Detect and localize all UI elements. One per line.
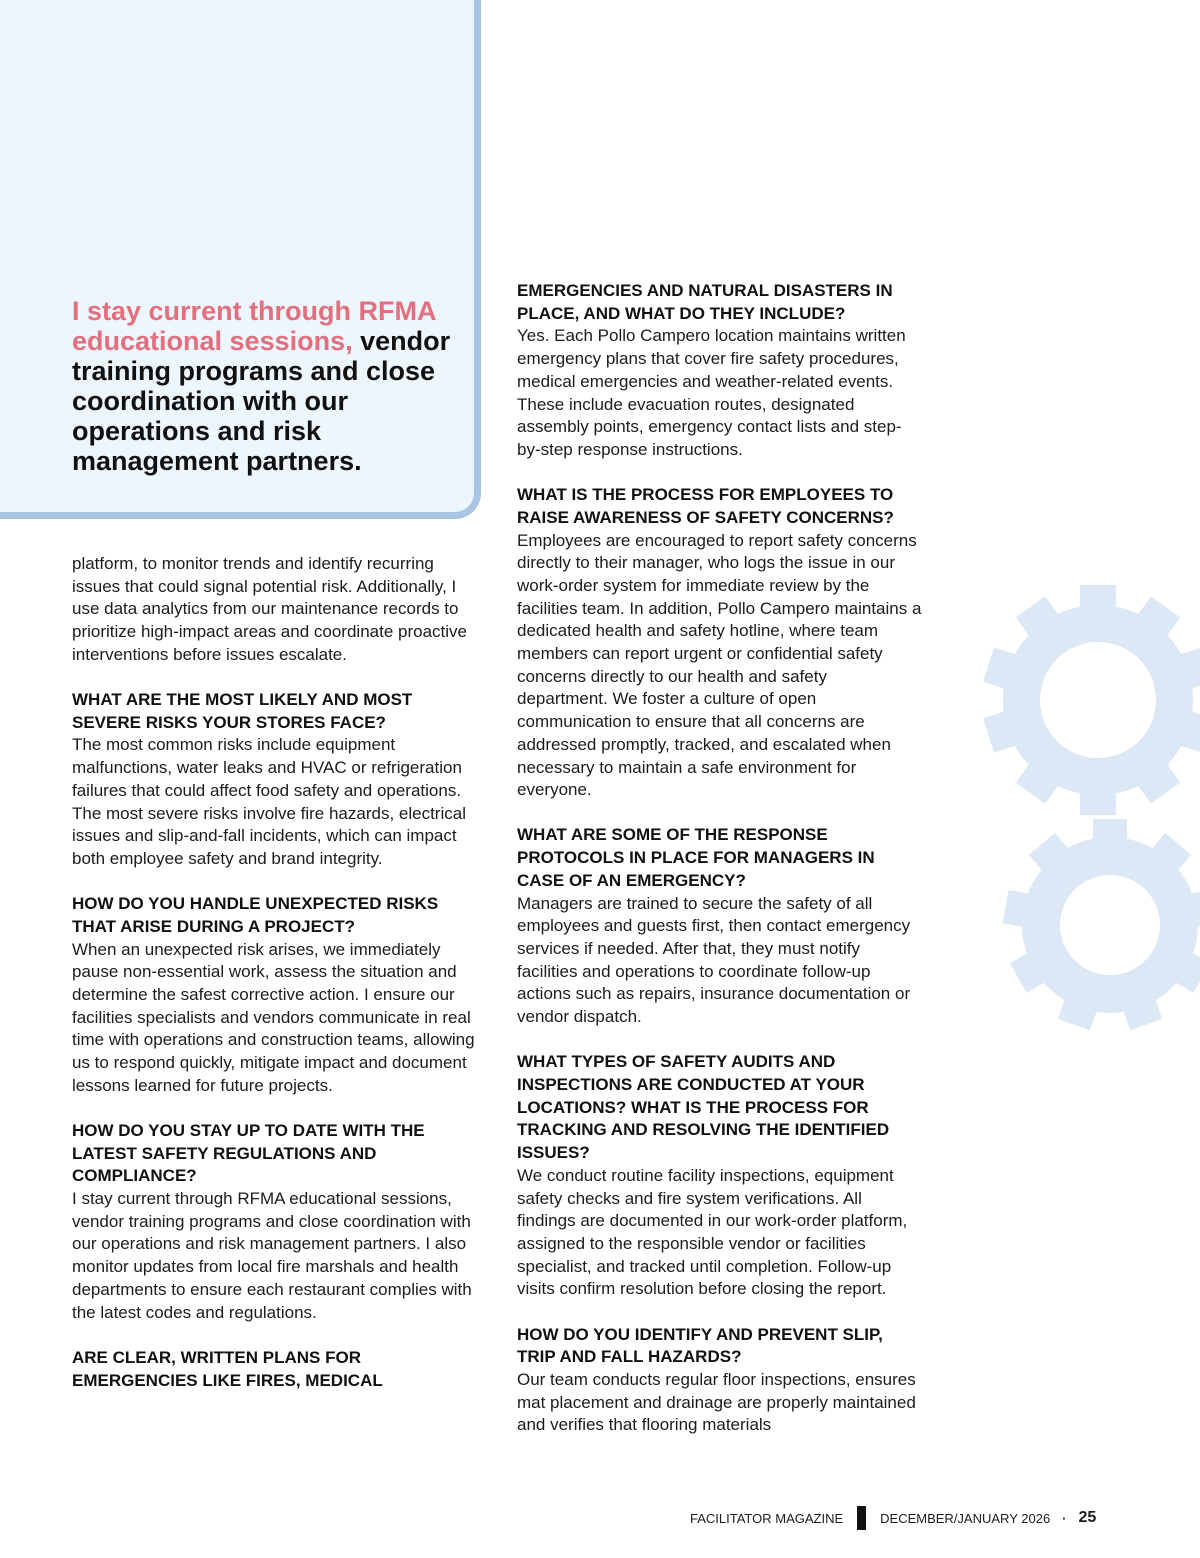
page-footer	[690, 1506, 1096, 1530]
publication-name: FACILITATOR MAGAZINE	[690, 1510, 844, 1526]
question-heading: WHAT ARE THE MOST LIKELY AND MOST SEVERE RISKS YOUR STORES FACE?	[72, 690, 413, 732]
question-heading: HOW DO YOU IDENTIFY AND PREVENT SLIP, TRIP AND FALL HAZARDS?	[517, 1324, 883, 1367]
question-heading: WHAT ARE SOME OF THE RESPONSE PROTOCOLS IN PLACE FOR MANAGERS IN CASE OF AN EMERGENCY?	[517, 825, 875, 890]
page-number: 25	[1078, 1509, 1097, 1526]
footer-divider	[857, 1506, 866, 1530]
right-column	[517, 280, 922, 1460]
left-column	[72, 553, 477, 1392]
answer-paragraph: We conduct routine facility inspections, equipment safety checks and fire system verifications. All findings are documented in our work-order platform, assigned to the responsible vendor or facilities specialist, and tracked until completion. Follow-up visits confirm resolution before closing the report.	[517, 1165, 908, 1299]
answer-paragraph: When an unexpected risk arises, we immediately pause non-essential work, assess the situation and determine the safest corrective action. I ensure our facilities specialists and vendors communicate in real time with operations and construction teams, allowing us to respond quickly, mitigate impact and document lessons learned for future projects.	[72, 939, 475, 1095]
question-heading: WHAT TYPES OF SAFETY AUDITS AND INSPECTIONS ARE CONDUCTED AT YOUR LOCATIONS? WHAT IS THE PROCESS FOR TRACKING AND RESOLVING THE IDENTIFIED ISSUES?	[517, 1052, 890, 1163]
answer-paragraph: The most common risks include equipment malfunctions, water leaks and HVAC or refrigeration failures that could affect food safety and operations. The most severe risks involve fire hazards, electrical issues and slip-and-fall incidents, which can impact both employee safety and brand integrity.	[72, 735, 466, 868]
gear-icon-large	[983, 585, 1200, 815]
answer-paragraph: I stay current through RFMA educational sessions, vendor training programs and close coordination with our operations and risk management partners. I also monitor updates from local fire marshals and health departments to ensure each restaurant complies with the latest codes and regulations.	[72, 1189, 472, 1322]
question-heading: HOW DO YOU HANDLE UNEXPECTED RISKS THAT ARISE DURING A PROJECT?	[72, 894, 439, 936]
pull-quote-rest: vendor training programs and close coordination with our operations and risk management partners.	[72, 326, 451, 476]
issue-date: DECEMBER/JANUARY 2026	[880, 1510, 1051, 1526]
gears-icon	[950, 580, 1200, 1060]
answer-paragraph: Managers are trained to secure the safety of all employees and guests first, then contact emergency services if needed. After that, they must notify facilities and operations to coordinate follow-up actions such as repairs, insurance documentation or vendor dispatch.	[517, 893, 911, 1027]
gear-icon-small	[1003, 819, 1200, 1030]
question-heading-continued: ARE CLEAR, WRITTEN PLANS FOR EMERGENCIES LIKE FIRES, MEDICAL	[72, 1347, 383, 1390]
intro-paragraph: platform, to monitor trends and identify recurring issues that could signal potential risk. Additionally, I use data analytics from our maintenance records to prioritize high-impact areas and coordinate proactive interventions before issues escalate.	[72, 554, 467, 664]
question-heading: HOW DO YOU STAY UP TO DATE WITH THE LATEST SAFETY REGULATIONS AND COMPLIANCE?	[72, 1120, 425, 1186]
answer-paragraph: Yes. Each Pollo Campero location maintains written emergency plans that cover fire safety procedures, medical emergencies and weather-related events. These include evacuation routes, designated assembly points, emergency contact lists and step-by-step response instructions.	[517, 326, 906, 459]
answer-paragraph: Employees are encouraged to report safety concerns directly to their manager, who logs the issue in our work-order system for immediate review by the facilities team. In addition, Pollo Campero maintains a dedicated health and safety hotline, where team members can report urgent or confidential safety concerns directly to our health and safety department. We foster a culture of open communication to ensure that all concerns are addressed promptly, tracked, and escalated when necessary to maintain a safe environment for everyone.	[517, 530, 922, 800]
question-heading: WHAT IS THE PROCESS FOR EMPLOYEES TO RAISE AWARENESS OF SAFETY CONCERNS?	[517, 485, 894, 527]
question-heading-continuation: EMERGENCIES AND NATURAL DISASTERS IN PLACE, AND WHAT DO THEY INCLUDE?	[517, 281, 893, 323]
answer-paragraph: Our team conducts regular floor inspections, ensures mat placement and drainage are properly maintained and verifies that flooring materials	[517, 1369, 916, 1435]
footer-separator: ·	[1062, 1510, 1067, 1526]
pull-quote	[72, 296, 452, 476]
pull-quote-accent: I stay current through RFMA educational sessions,	[72, 296, 436, 356]
